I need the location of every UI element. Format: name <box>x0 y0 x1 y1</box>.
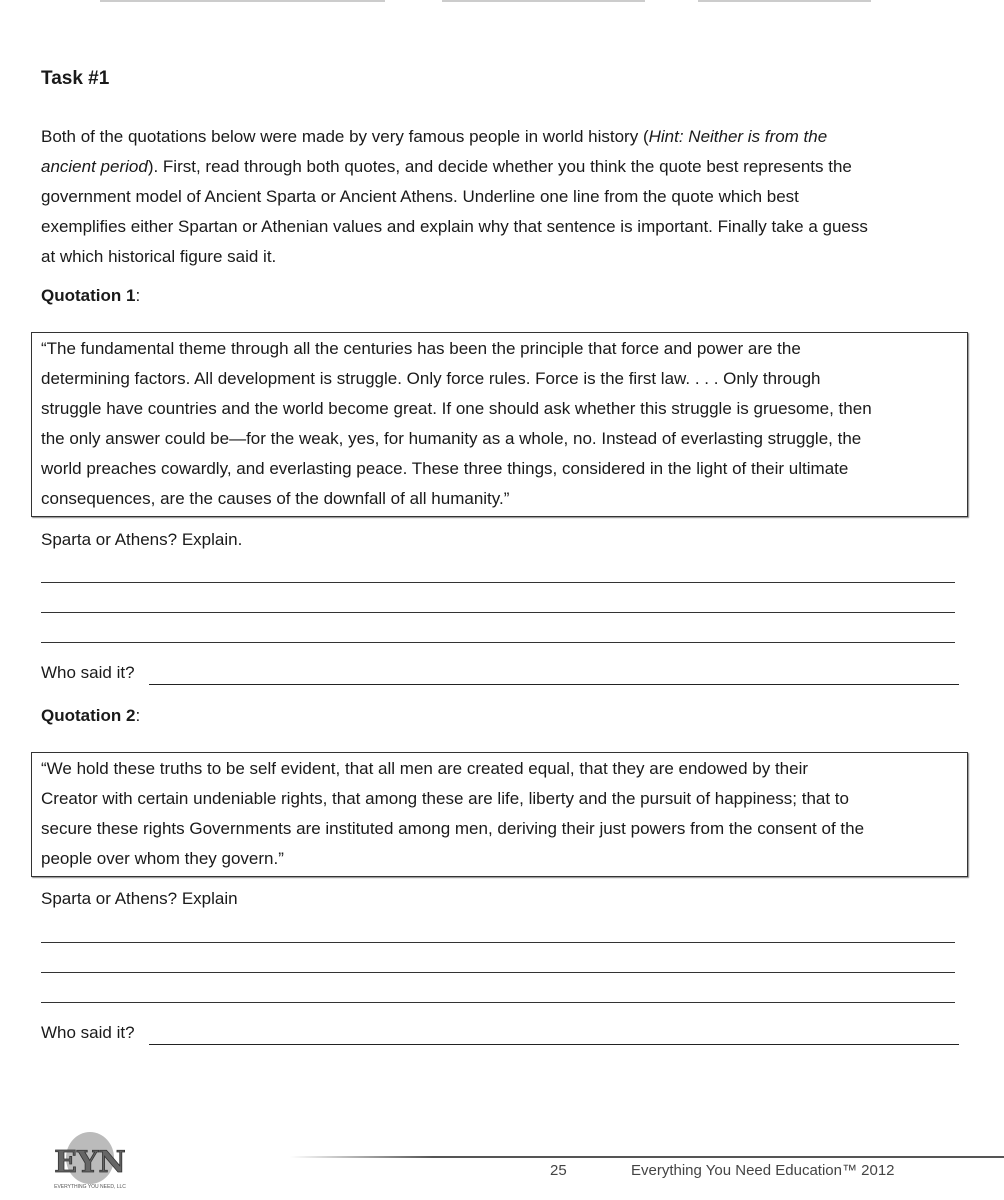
quote-line: consequences, are the causes of the downfall of all humanity.” <box>41 489 510 508</box>
answer-line[interactable] <box>41 642 955 643</box>
instructions <box>41 122 868 272</box>
answer-line[interactable] <box>41 612 955 613</box>
answer-line[interactable] <box>41 972 955 973</box>
answer-line[interactable] <box>41 1002 955 1003</box>
top-divider <box>698 0 871 2</box>
hint-text: Hint: Neither is from the <box>648 127 828 146</box>
quote-line: “We hold these truths to be self evident, that all men are created equal, that they are endowed by their <box>41 759 809 778</box>
intro-text: ). First, read through both quotes, and decide whether you think the quote best represents the <box>147 157 852 176</box>
eyn-logo <box>52 1128 132 1194</box>
hint-text: ancient period <box>41 157 148 176</box>
q1-prompt: Sparta or Athens? Explain. <box>41 530 243 549</box>
intro-text: exemplifies either Spartan or Athenian values and explain why that sentence is important. Finally take a guess <box>41 217 868 236</box>
quote-line: secure these rights Governments are instituted among men, deriving their just powers from the consent of the <box>41 819 865 838</box>
quote-line: determining factors. All development is struggle. Only force rules. Force is the first law. . . . Only through <box>41 369 821 388</box>
intro-text: Both of the quotations below were made by very famous people in world history ( <box>41 127 649 146</box>
who-answer-line[interactable] <box>149 1044 959 1045</box>
quote-line: struggle have countries and the world become great. If one should ask whether this struggle is gruesome, then <box>41 399 872 418</box>
quote-line: people over whom they govern.” <box>41 849 284 868</box>
answer-line[interactable] <box>41 582 955 583</box>
page-number: 25 <box>550 1162 567 1179</box>
quote-line: Creator with certain undeniable rights, that among these are life, liberty and the pursuit of happiness; that to <box>41 789 849 808</box>
svg-text:EVERYTHING YOU NEED, LLC: EVERYTHING YOU NEED, LLC <box>54 1184 126 1190</box>
who-answer-line[interactable] <box>149 684 959 685</box>
intro-text: government model of Ancient Sparta or Ancient Athens. Underline one line from the quote which best <box>41 187 799 206</box>
intro-text: at which historical figure said it. <box>41 247 277 266</box>
quotation-1-box <box>31 332 968 517</box>
quotation-2-box <box>31 752 968 877</box>
top-divider <box>442 0 645 2</box>
answer-line[interactable] <box>41 942 955 943</box>
footer-text: Everything You Need Education™ 2012 <box>631 1162 895 1179</box>
quotation-2-label: Quotation 2: <box>41 706 141 725</box>
quote-line: world preaches cowardly, and everlasting peace. These three things, considered in the light of their ultimate <box>41 459 849 478</box>
footer-divider <box>290 1156 1004 1158</box>
svg-text:EYN: EYN <box>54 1145 126 1180</box>
quotation-1-label: Quotation 1: <box>41 286 141 305</box>
q2-who-label: Who said it? <box>41 1023 135 1042</box>
q1-who-label: Who said it? <box>41 663 135 682</box>
task-title: Task #1 <box>41 68 110 89</box>
quote-line: “The fundamental theme through all the centuries has been the principle that force and power are the <box>41 339 801 358</box>
quote-line: the only answer could be—for the weak, yes, for humanity as a whole, no. Instead of everlasting struggle, the <box>41 429 862 448</box>
top-divider <box>100 0 385 2</box>
q2-prompt: Sparta or Athens? Explain <box>41 889 238 908</box>
